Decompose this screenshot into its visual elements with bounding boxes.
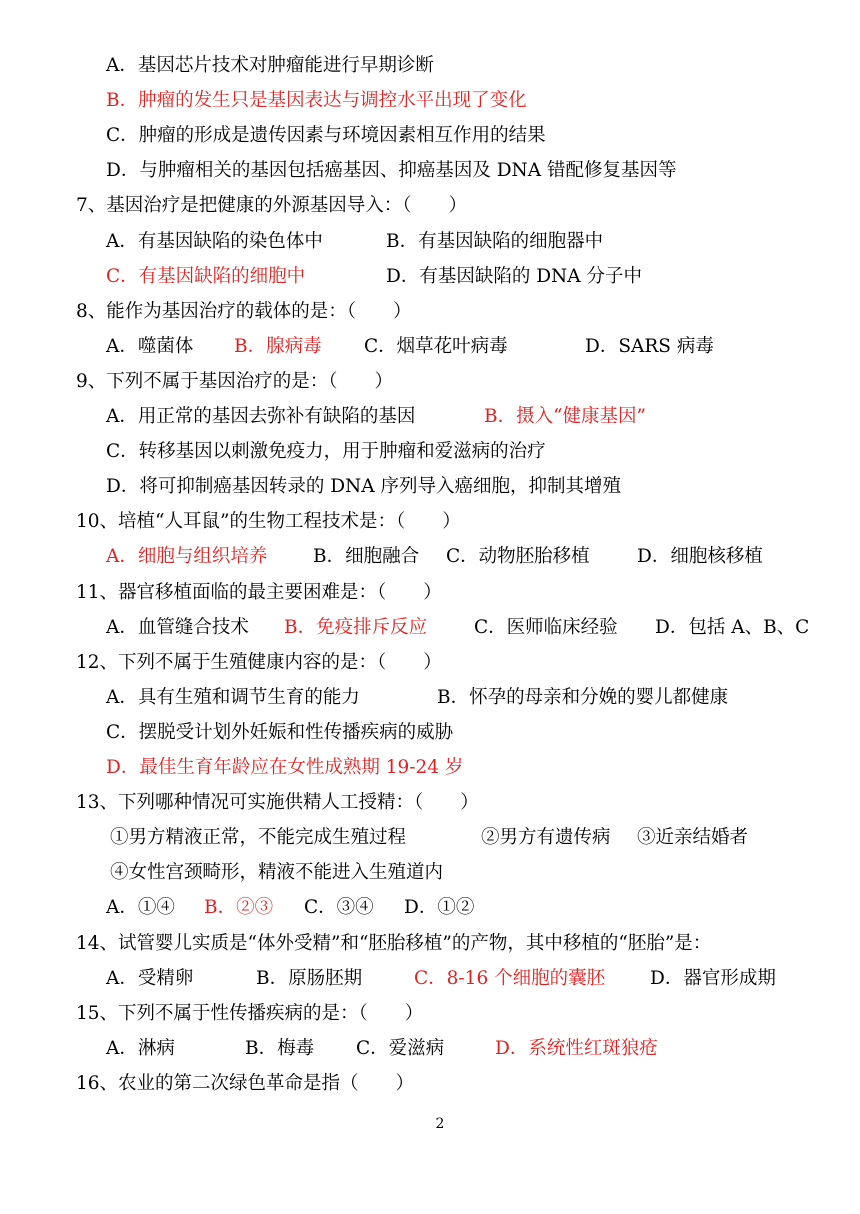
page-number: 2 [435,1116,445,1132]
line-text: A．受精卵 [106,968,194,989]
answer-option-text: C．8-16 个细胞的囊胚 [414,968,606,989]
line-text: 7、基因治疗是把健康的外源基因导入：（ ） [76,195,468,216]
line-text: C．肿瘤的形成是遗传因素与环境因素相互作用的结果 [106,125,546,146]
line-text: D．①② [404,897,475,918]
line-text: A．淋病 [106,1038,175,1059]
line-text: C．③④ [304,897,374,918]
line-text: D．将可抑制癌基因转录的 DNA 序列导入癌细胞，抑制其增殖 [106,476,621,497]
line-text: B．梅毒 [245,1038,315,1059]
answer-option-text: A．细胞与组织培养 [106,546,268,567]
answer-option-text: D．系统性红斑狼疮 [495,1038,658,1059]
answer-option-text: C．有基因缺陷的细胞中 [106,266,306,287]
answer-option-text: B．摄入“健康基因” [484,406,647,427]
line-text: C．动物胚胎移植 [446,546,590,567]
line-text: C．摆脱受计划外妊娠和性传播疾病的威胁 [106,722,454,743]
line-text: B．原肠胚期 [256,968,363,989]
answer-option-text: B．肿瘤的发生只是基因表达与调控水平出现了变化 [106,90,527,111]
answer-option-text: B．腺病毒 [234,336,322,357]
line-text: B．有基因缺陷的细胞器中 [386,231,604,252]
line-text: D．有基因缺陷的 DNA 分子中 [386,266,642,287]
line-text: B．细胞融合 [313,546,420,567]
line-text: ③近亲结婚者 [637,827,749,848]
line-text: A．用正常的基因去弥补有缺陷的基因 [106,406,416,427]
answer-option-text: D．最佳生育年龄应在女性成熟期 19-24 岁 [106,757,464,778]
line-text: 11、器官移植面临的最主要困难是：（ ） [76,582,442,603]
line-text: C．医师临床经验 [474,617,618,638]
line-text: 13、下列哪种情况可实施供精人工授精：（ ） [76,792,479,813]
line-text: C．烟草花叶病毒 [364,336,508,357]
line-text: C．爱滋病 [356,1038,445,1059]
line-text: ②男方有遗传病 [481,827,611,848]
line-text: A．具有生殖和调节生育的能力 [106,687,360,708]
line-text: C．转移基因以刺激免疫力，用于肿瘤和爱滋病的治疗 [106,441,546,462]
line-text: D．与肿瘤相关的基因包括癌基因、抑癌基因及 DNA 错配修复基因等 [106,160,677,181]
line-text: 10、培植“人耳鼠”的生物工程技术是：（ ） [76,511,461,532]
line-text: 12、下列不属于生殖健康内容的是：（ ） [76,652,442,673]
line-text: A．①④ [106,897,175,918]
answer-option-text: B．②③ [204,897,274,918]
line-text: D．SARS 病毒 [585,336,714,357]
line-text: A．噬菌体 [106,336,194,357]
line-text: D．包括 A、B、C [655,617,810,638]
line-text: 8、能作为基因治疗的载体的是：（ ） [76,301,412,322]
line-text: A．血管缝合技术 [106,617,249,638]
line-text: A．基因芯片技术对肿瘤能进行早期诊断 [106,55,434,76]
line-text: D．细胞核移植 [637,546,763,567]
line-text: 15、下列不属于性传播疾病的是：（ ） [76,1003,424,1024]
line-text: 14、试管婴儿实质是“体外受精”和“胚胎移植”的产物，其中移植的“胚胎”是： [76,933,712,954]
line-text: 9、下列不属于基因治疗的是：（ ） [76,371,394,392]
line-text: A．有基因缺陷的染色体中 [106,231,323,252]
answer-option-text: B．免疫排斥反应 [284,617,428,638]
line-text: ①男方精液正常，不能完成生殖过程 [110,827,407,848]
line-text: 16、农业的第二次绿色革命是指（ ） [76,1073,415,1094]
line-text: ④女性宫颈畸形，精液不能进入生殖道内 [110,862,444,883]
line-text: B．怀孕的母亲和分娩的婴儿都健康 [437,687,729,708]
line-text: D．器官形成期 [650,968,776,989]
